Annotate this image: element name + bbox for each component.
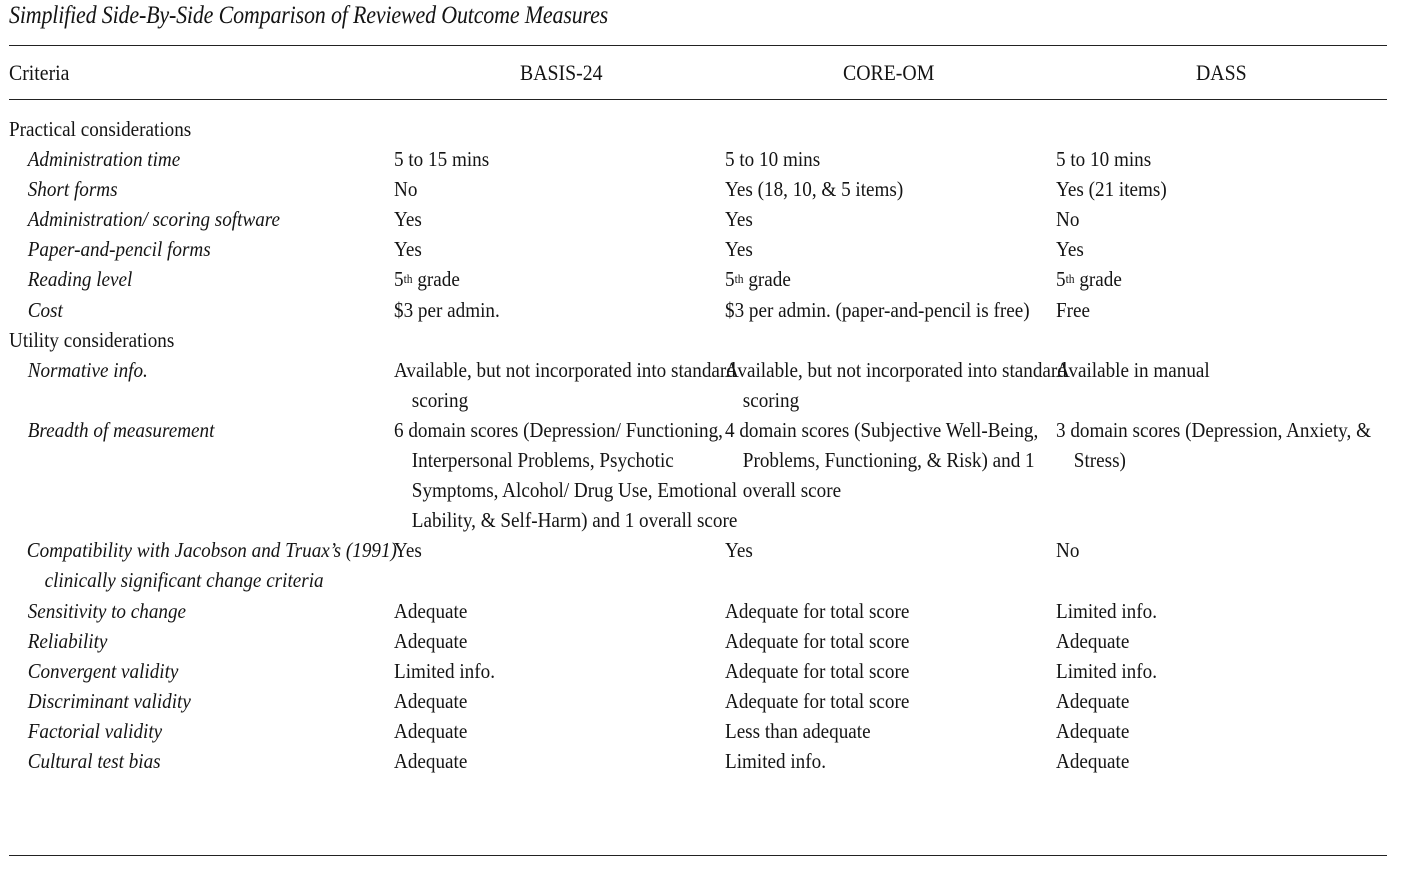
dass-cell: No bbox=[1056, 207, 1080, 232]
criterion-label: Normative info. bbox=[27, 357, 148, 382]
column-header-dass: DASS bbox=[1196, 60, 1247, 85]
dass-cell: 5th grade bbox=[1056, 267, 1122, 292]
table-row bbox=[9, 746, 1389, 776]
dass-cell: Limited info. bbox=[1056, 598, 1157, 623]
column-header-basis-24: BASIS-24 bbox=[520, 60, 603, 85]
core-cell: Available, but not incorporated into standard scoring bbox=[725, 357, 1067, 412]
table-row bbox=[9, 716, 1389, 746]
table-row bbox=[9, 596, 1389, 626]
basis-cell: Yes bbox=[394, 538, 422, 563]
dass-cell: 3 domain scores (Depression, Anxiety, & Stress) bbox=[1056, 417, 1371, 473]
table-row bbox=[9, 656, 1389, 686]
criterion-label: Cost bbox=[27, 297, 63, 322]
table-row bbox=[9, 264, 1389, 294]
table-row bbox=[9, 295, 1389, 325]
dass-cell: No bbox=[1056, 538, 1080, 563]
basis-cell: Adequate bbox=[394, 718, 468, 743]
table-body bbox=[9, 114, 1389, 776]
core-cell: Adequate for total score bbox=[725, 598, 910, 623]
core-cell: Adequate for total score bbox=[725, 688, 910, 713]
criterion-label: Reading level bbox=[27, 267, 133, 292]
criterion-label: Compatibility with Jacobson and Truax’s (1991) clinically significant change criteria bbox=[26, 538, 397, 593]
basis-cell: 5th grade bbox=[394, 267, 460, 292]
bottom-rule bbox=[9, 855, 1387, 856]
section-row-utility bbox=[9, 325, 1389, 355]
criterion-label: Paper-and-pencil forms bbox=[27, 237, 211, 262]
criterion-label: Factorial validity bbox=[27, 718, 163, 743]
core-cell: Limited info. bbox=[725, 748, 826, 773]
criterion-label: Administration/ scoring software bbox=[27, 207, 281, 232]
basis-cell: No bbox=[394, 177, 418, 202]
table-row bbox=[9, 355, 1389, 415]
table-row bbox=[9, 234, 1389, 264]
dass-cell: Yes (21 items) bbox=[1056, 177, 1167, 202]
core-cell: 4 domain scores (Subjective Well-Being, Problems, Functioning, & Risk) and 1 overall score bbox=[725, 417, 1039, 503]
core-cell: $3 per admin. (paper-and-pencil is free) bbox=[725, 297, 1030, 322]
table-row bbox=[9, 626, 1389, 656]
table-row bbox=[9, 204, 1389, 234]
comparison-table bbox=[9, 114, 1389, 776]
dass-cell: Adequate bbox=[1056, 628, 1130, 653]
core-cell: Yes bbox=[725, 538, 753, 563]
criterion-label: Short forms bbox=[27, 177, 118, 202]
table-row bbox=[9, 144, 1389, 174]
core-cell: 5th grade bbox=[725, 267, 791, 292]
section-row-practical bbox=[9, 114, 1389, 144]
criterion-label: Breadth of measurement bbox=[27, 417, 215, 442]
table-caption: Simplified Side-By-Side Comparison of Reviewed Outcome Measures bbox=[9, 2, 609, 29]
dass-cell: Adequate bbox=[1056, 748, 1130, 773]
criterion-label: Reliability bbox=[27, 628, 108, 653]
top-rule bbox=[9, 45, 1387, 46]
core-cell: Yes (18, 10, & 5 items) bbox=[725, 177, 904, 202]
core-cell: Adequate for total score bbox=[725, 658, 910, 683]
table-row bbox=[9, 415, 1389, 535]
dass-cell: Available in manual bbox=[1056, 357, 1210, 382]
basis-cell: Limited info. bbox=[394, 658, 495, 683]
dass-cell: Adequate bbox=[1056, 718, 1130, 743]
basis-cell: Yes bbox=[394, 207, 422, 232]
basis-cell: 5 to 15 mins bbox=[394, 147, 490, 172]
dass-cell: Free bbox=[1056, 297, 1091, 322]
basis-cell: Adequate bbox=[394, 748, 468, 773]
criterion-label: Convergent validity bbox=[27, 658, 179, 683]
basis-cell: Adequate bbox=[394, 628, 468, 653]
core-cell: Yes bbox=[725, 207, 753, 232]
criterion-label: Discriminant validity bbox=[27, 688, 191, 713]
column-header-core-om: CORE-OM bbox=[843, 60, 935, 85]
core-cell: Adequate for total score bbox=[725, 628, 910, 653]
core-cell: Yes bbox=[725, 237, 753, 262]
basis-cell: $3 per admin. bbox=[394, 297, 500, 322]
table-row bbox=[9, 174, 1389, 204]
dass-cell: Limited info. bbox=[1056, 658, 1157, 683]
dass-cell: Adequate bbox=[1056, 688, 1130, 713]
core-cell: Less than adequate bbox=[725, 718, 871, 743]
criterion-label: Cultural test bias bbox=[27, 748, 161, 773]
dass-cell: Yes bbox=[1056, 237, 1084, 262]
header-rule bbox=[9, 99, 1387, 100]
basis-cell: Adequate bbox=[394, 688, 468, 713]
section-title-practical: Practical considerations bbox=[9, 117, 192, 141]
column-header-criteria: Criteria bbox=[9, 60, 70, 85]
table-row bbox=[9, 686, 1389, 716]
basis-cell: 6 domain scores (Depression/ Functioning, Interpersonal Problems, Psychotic Symptoms, Alcohol/ Drug Use, Emotional Lability, & Self-Harm) and 1 overall score bbox=[394, 417, 738, 533]
basis-cell: Available, but not incorporated into standard scoring bbox=[394, 357, 736, 412]
criterion-label: Sensitivity to change bbox=[27, 598, 187, 623]
section-title-utility: Utility considerations bbox=[9, 327, 175, 352]
basis-cell: Adequate bbox=[394, 598, 468, 623]
dass-cell: 5 to 10 mins bbox=[1056, 147, 1152, 172]
core-cell: 5 to 10 mins bbox=[725, 147, 821, 172]
table-row bbox=[9, 535, 1389, 595]
basis-cell: Yes bbox=[394, 237, 422, 262]
criterion-label: Administration time bbox=[27, 147, 181, 172]
